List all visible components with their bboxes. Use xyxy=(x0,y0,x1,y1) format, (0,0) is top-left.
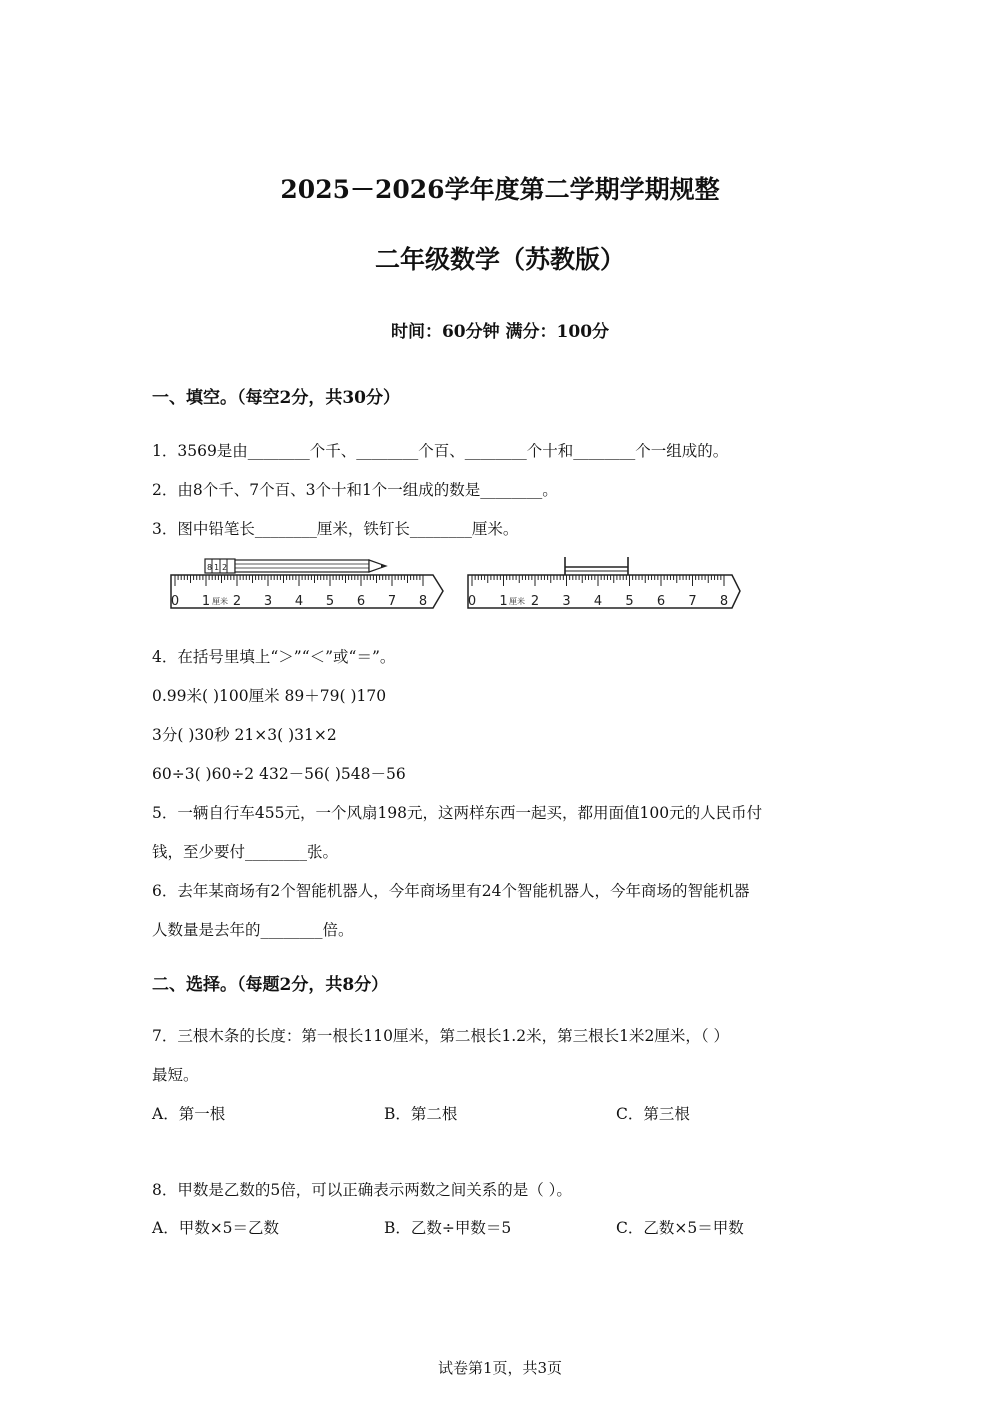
question-4: 4．在括号里填上“＞”“＜”或“＝”。 xyxy=(152,648,396,666)
ruler-2-label-0: 0 xyxy=(467,594,477,609)
ruler-2-label-6: 6 xyxy=(656,594,666,609)
ruler-2-label-5: 5 xyxy=(625,594,634,609)
ruler-2-label-3: 3 xyxy=(562,594,571,609)
page-footer: 试卷第1页，共3页 xyxy=(437,1359,563,1377)
ruler-figure xyxy=(165,553,750,615)
ruler-1-label-7: 7 xyxy=(387,594,397,609)
ruler-1-label-3: 3 xyxy=(263,594,273,609)
section2-heading: 二、选择。（每题2分，共8分） xyxy=(152,975,389,995)
ruler-2-label-4: 4 xyxy=(593,594,603,609)
nail xyxy=(565,557,628,575)
question-6-line-2: 人数量是去年的________倍。 xyxy=(152,921,354,939)
question-5-line-1: 5．一辆自行车455元，一个风扇198元，这两样东西一起买，都用面值100元的人民币付 xyxy=(152,804,763,822)
ruler-1-label-6: 6 xyxy=(356,594,366,609)
pencil xyxy=(205,559,386,573)
question-5-line-2: 钱，至少要付________张。 xyxy=(152,843,339,861)
pencil-mark-3: 2 xyxy=(222,563,228,572)
question-1: 1．3569是由________个千、________个百、________个十和________个一组成的。 xyxy=(152,442,729,460)
question-7-line-2: 最短。 xyxy=(152,1066,199,1084)
question-7-line-1: 7．三根木条的长度：第一根长110厘米，第二根长1.2米，第三根长1米2厘米，（ ） xyxy=(152,1027,729,1045)
question-3: 3．图中铅笔长________厘米，铁钉长________厘米。 xyxy=(152,520,519,538)
ruler-1 xyxy=(171,575,443,609)
exam-subtitle: 二年级数学（苏教版） xyxy=(374,245,625,274)
exam-title: 2025－2026学年度第二学期学期规整 xyxy=(280,175,720,204)
pencil-mark-2: 1 xyxy=(214,563,220,572)
question-7-option-c: C．第三根 xyxy=(616,1105,690,1123)
ruler-1-label-4: 4 xyxy=(294,594,304,609)
question-7-option-a: A．第一根 xyxy=(152,1105,226,1123)
ruler-2-label-2: 2 xyxy=(530,594,540,609)
question-7-option-b: B．第二根 xyxy=(384,1105,458,1123)
exam-meta: 时间：60分钟 满分：100分 xyxy=(390,322,610,342)
question-8: 8．甲数是乙数的5倍，可以正确表示两数之间关系的是（ ）。 xyxy=(152,1181,572,1199)
ruler-2-label-7: 7 xyxy=(688,594,697,609)
ruler-2-label-1: 1 xyxy=(499,594,508,609)
ruler-2 xyxy=(468,575,740,609)
ruler-2-label-8: 8 xyxy=(719,594,729,609)
question-8-option-b: B．乙数÷甲数＝5 xyxy=(384,1219,512,1237)
question-8-option-a: A．甲数×5＝乙数 xyxy=(152,1219,280,1237)
ruler-1-label-5: 5 xyxy=(325,594,335,609)
question-8-option-c: C．乙数×5＝甲数 xyxy=(616,1219,744,1237)
question-4-row-1: 0.99米( )100厘米 89＋79( )170 xyxy=(152,687,387,705)
ruler-1-label-1: 1 xyxy=(201,594,211,609)
question-4-row-2: 3分( )30秒 21×3( )31×2 xyxy=(152,726,337,744)
ruler-1-label-0: 0 xyxy=(170,594,180,609)
question-2: 2．由8个千、7个百、3个十和1个一组成的数是________。 xyxy=(152,481,558,499)
ruler-1-label-2: 2 xyxy=(232,594,242,609)
ruler-1-label-8: 8 xyxy=(418,594,428,609)
question-4-row-3: 60÷3( )60÷2 432－56( )548－56 xyxy=(152,765,406,783)
pencil-mark-1: 8 xyxy=(207,563,213,572)
ruler-2-unit: 厘米 xyxy=(509,597,525,606)
question-6-line-1: 6．去年某商场有2个智能机器人，今年商场里有24个智能机器人，今年商场的智能机器 xyxy=(152,882,750,900)
ruler-1-unit: 厘米 xyxy=(212,597,228,606)
section1-heading: 一、填空。（每空2分，共30分） xyxy=(152,388,400,408)
